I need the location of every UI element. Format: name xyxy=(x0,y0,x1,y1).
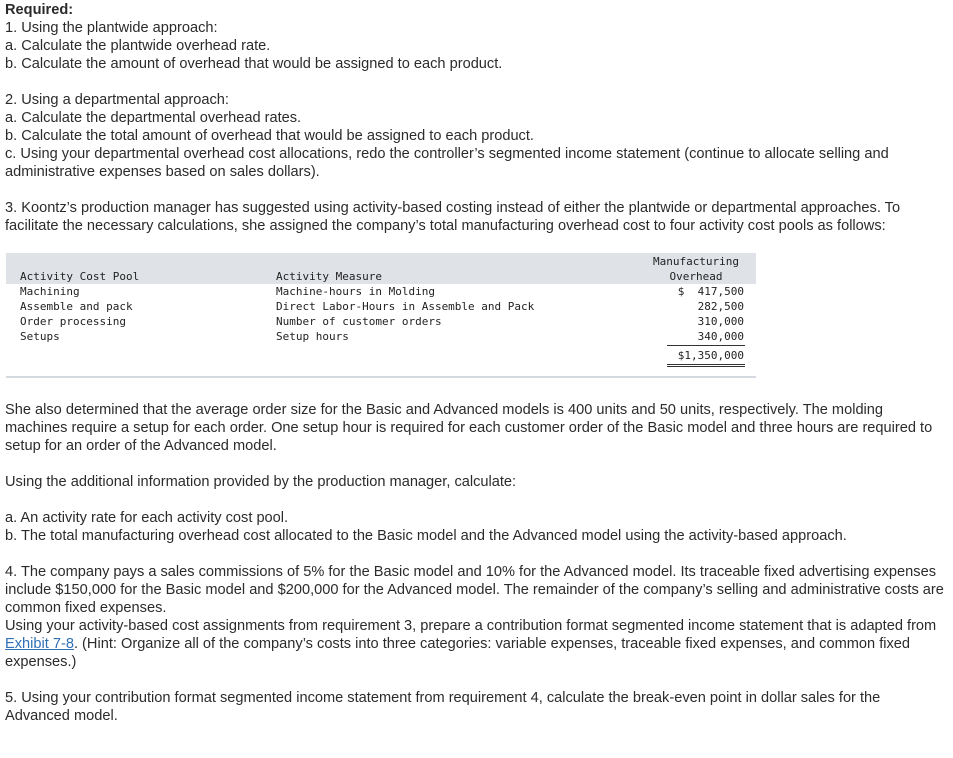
header-overhead: Overhead xyxy=(669,270,723,283)
assignment-content xyxy=(5,1,947,725)
total-double-rule-bottom xyxy=(667,366,745,367)
subtotal-rule xyxy=(667,345,745,346)
header-manufacturing: Manufacturing xyxy=(652,255,740,268)
req3-setup-info: She also determined that the average order size for the Basic and Advanced models is 400 units and 50 units, respectively. The molding machines require a setup for each order. One setup hour is required for each customer order of the Basic model and three hours are required to setup for an order of the Advanced model. xyxy=(5,402,933,454)
row-pool: Machining xyxy=(20,285,80,298)
req3-a: a. An activity rate for each activity cost pool. xyxy=(5,510,289,526)
req5: 5. Using your contribution format segmented income statement from requirement 4, calculate the break-even point in dollar sales for the Advanced model. xyxy=(5,690,881,724)
req3-intro: 3. Koontz’s production manager has suggested using activity-based costing instead of either the plantwide or departmental approaches. To facilitate the necessary calculations, she assigned the company’s total manufacturing overhead cost to four activity cost pools as follows: xyxy=(5,200,901,234)
row-amount: $ 417,500 xyxy=(677,285,744,298)
row-pool: Setups xyxy=(20,330,60,343)
req2-a: a. Calculate the departmental overhead rates. xyxy=(5,110,302,126)
row-pool: Order processing xyxy=(20,315,126,328)
row-measure: Machine-hours in Molding xyxy=(276,285,435,298)
header-activity-measure: Activity Measure xyxy=(276,270,382,283)
row-amount: 310,000 xyxy=(697,315,744,328)
required-heading: Required: xyxy=(5,2,74,18)
req3-b: b. The total manufacturing overhead cost allocated to the Basic model and the Advanced model using the activity-based approach. xyxy=(5,528,847,544)
req3-using: Using the additional information provided by the production manager, calculate: xyxy=(5,474,517,490)
req1-b: b. Calculate the amount of overhead that would be assigned to each product. xyxy=(5,56,503,72)
req4-paragraph-2: Using your activity-based cost assignments from requirement 3, prepare a contribution format segmented income statement that is adapted from Exhibit 7-8. (Hint: Organize all of the company’s costs into three categories: variable expenses, traceable fixed expenses, and common fixed expenses.) xyxy=(5,618,937,670)
total-amount: $1,350,000 xyxy=(677,349,744,362)
row-amount: 282,500 xyxy=(697,300,744,313)
req1-a: a. Calculate the plantwide overhead rate. xyxy=(5,38,271,54)
table-bottom-rule xyxy=(6,376,756,378)
req2-b: b. Calculate the total amount of overhead that would be assigned to each product. xyxy=(5,128,534,144)
row-measure: Setup hours xyxy=(276,330,349,343)
req2-c: c. Using your departmental overhead cost allocations, redo the controller’s segmented income statement (continue to allocate selling and administrative expenses based on sales dollars). xyxy=(5,146,889,180)
total-double-rule-top xyxy=(667,364,745,365)
req1-heading: 1. Using the plantwide approach: xyxy=(5,20,218,36)
activity-cost-pool-table xyxy=(6,253,756,379)
row-measure: Direct Labor-Hours in Assemble and Pack xyxy=(276,300,535,313)
req4-paragraph-1: 4. The company pays a sales commissions of 5% for the Basic model and 10% for the Advanced model. Its traceable fixed advertising expenses include $150,000 for the Basic model and $200,000 for the Advanced model. The remainder of the company’s selling and administrative costs are common fixed expenses. xyxy=(5,564,944,616)
row-measure: Number of customer orders xyxy=(276,315,442,328)
row-pool: Assemble and pack xyxy=(20,300,133,313)
header-activity-cost-pool: Activity Cost Pool xyxy=(20,270,140,283)
row-amount: 340,000 xyxy=(697,330,744,343)
exhibit-7-8-link[interactable]: Exhibit 7-8 xyxy=(5,636,74,652)
req2-heading: 2. Using a departmental approach: xyxy=(5,92,229,108)
